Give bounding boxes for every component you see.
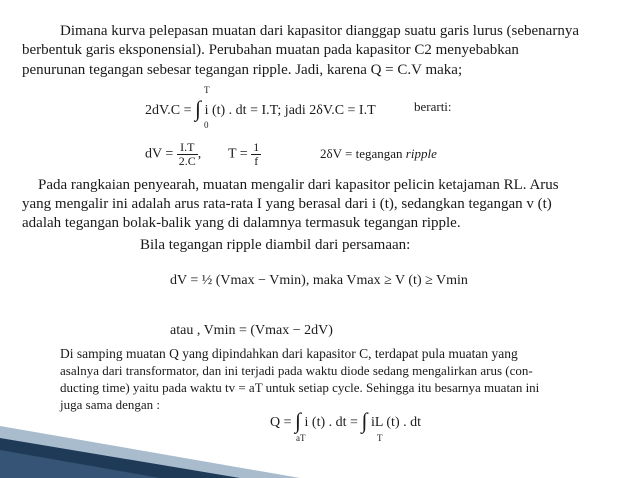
para1-line2: berbentuk garis eksponensial). Perubahan muatan pada kapasitor C2 menyebabkan <box>22 42 519 58</box>
equation-ripple-range: dV = ½ (Vmax − Vmin), maka Vmax ≥ V (t) ≥ Vmin <box>170 273 468 288</box>
equation-period <box>228 141 261 168</box>
eq1-integrand: i (t) . dt = I.T; jadi 2δV.C = I.T <box>204 103 376 118</box>
para1-line1: Dimana kurva pelepasan muatan dari kapasitor dianggap suatu garis lurus (sebenarnya <box>60 23 579 39</box>
eq1-berarti: berarti: <box>414 99 452 114</box>
frac1-denominator: 2.C <box>178 154 196 168</box>
eq5-right: iL (t) . dt <box>370 415 421 430</box>
eq5-lower-limit-1: aT <box>296 433 306 443</box>
frac2-denominator: f <box>254 154 259 168</box>
integral-sign-1: ∫ <box>295 408 302 433</box>
integral-sign-2: ∫ <box>361 408 368 433</box>
eq5-mid: i (t) . dt = <box>304 415 358 430</box>
integral-sign: ∫ <box>195 96 202 121</box>
para4-line1: Di samping muatan Q yang dipindahkan dari kapasitor C, terdapat pula muatan yang <box>60 346 518 361</box>
equation-ripple-def <box>320 145 437 163</box>
eq1-upper-limit: T <box>204 85 210 95</box>
eq1-lower-limit: 0 <box>204 120 209 130</box>
frac1-numerator: I.T <box>177 141 198 155</box>
para4-line4: juga sama dengan : <box>60 397 160 412</box>
para4-line3: ducting time) yaitu pada waktu tv = aT untuk setiap cycle. Sehingga itu besarnya muatan ini <box>60 380 540 395</box>
corner-decoration <box>0 398 300 478</box>
equation-vmin: atau , Vmin = (Vmax − 2dV) <box>170 323 333 338</box>
equation-dv <box>145 141 201 171</box>
fraction-it-2c <box>177 141 198 168</box>
eq1-left: 2dV.C = <box>145 103 192 118</box>
para3-line1: Bila tegangan ripple diambil dari persamaan: <box>140 237 411 253</box>
eq5-left: Q = <box>270 415 292 430</box>
eq2-t-left: T = <box>228 146 248 162</box>
para1-line3: penurunan tegangan sebesar tegangan ripple. Jadi, karena Q = C.V maka; <box>22 62 463 78</box>
para4-line2: asalnya dari transformator, dan ini terjadi pada waktu diode sedang mengalirkan arus (con- <box>60 363 533 378</box>
eq2-ripple-word: ripple <box>405 146 437 161</box>
eq2-comma: , <box>197 146 202 162</box>
para2-line3: adalah tegangan bolak-balik yang di dalamnya termasuk tegangan ripple. <box>22 215 461 231</box>
fraction-1-f <box>251 141 261 168</box>
equation-charge <box>145 98 376 120</box>
para2-line2: yang mengalir ini adalah arus rata-rata I yang berasal dari i (t), sedangkan tegangan v (t) <box>22 196 552 212</box>
eq2-ripple-left: 2δV = tegangan <box>320 146 403 161</box>
para2-line1: Pada rangkaian penyearah, muatan mengalir dari kapasitor pelicin ketajaman RL. Arus <box>38 177 559 193</box>
eq5-lower-limit-2: T <box>377 433 383 443</box>
frac2-numerator: 1 <box>253 140 260 154</box>
eq2-dv-left: dV = <box>145 146 174 162</box>
